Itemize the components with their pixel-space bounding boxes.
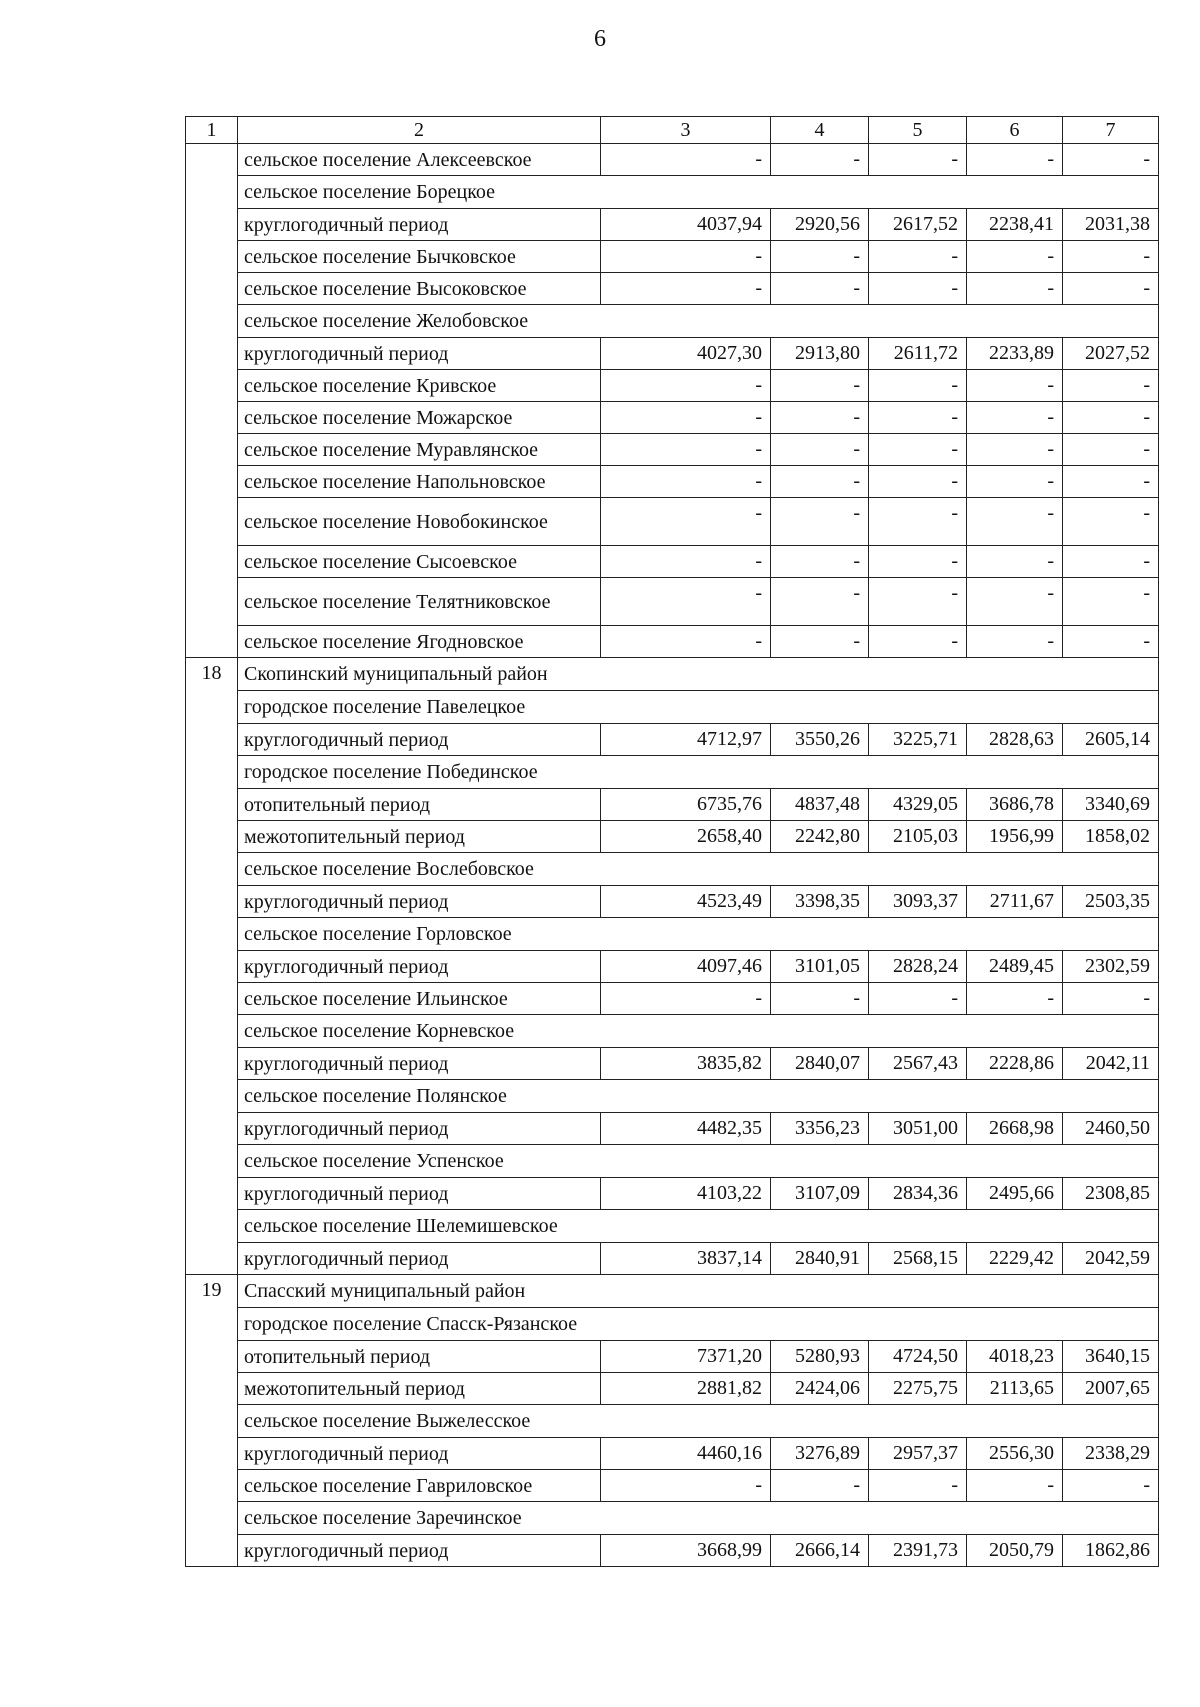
row-label: отопительный период bbox=[238, 789, 601, 821]
value-cell-col-4: - bbox=[771, 273, 869, 305]
value-cell-col-6: 2113,65 bbox=[967, 1373, 1063, 1405]
section-heading: городское поселение Павелецкое bbox=[238, 691, 1159, 724]
value-cell-col-4: - bbox=[771, 546, 869, 578]
row-label: сельское поселение Телятниковское bbox=[238, 578, 601, 626]
row-label: круглогодичный период bbox=[238, 886, 601, 918]
value-cell-col-3: 3668,99 bbox=[601, 1535, 771, 1567]
value-cell-col-5: 2275,75 bbox=[869, 1373, 967, 1405]
table-row bbox=[186, 370, 1159, 402]
value-cell-col-7: - bbox=[1063, 402, 1159, 434]
row-index-cell: 19 bbox=[186, 1275, 238, 1567]
value-cell-col-6: - bbox=[967, 370, 1063, 402]
section-heading-row bbox=[186, 1502, 1159, 1535]
value-cell-col-7: - bbox=[1063, 983, 1159, 1015]
value-cell-col-4: 3107,09 bbox=[771, 1178, 869, 1210]
value-cell-col-7: 2460,50 bbox=[1063, 1113, 1159, 1145]
value-cell-col-7: - bbox=[1063, 498, 1159, 546]
row-label: межотопительный период bbox=[238, 1373, 601, 1405]
row-label: сельское поселение Можарское bbox=[238, 402, 601, 434]
table-row bbox=[186, 1470, 1159, 1502]
section-heading-row bbox=[186, 1015, 1159, 1048]
column-number-header-row bbox=[186, 117, 1159, 144]
value-cell-col-5: 3225,71 bbox=[869, 724, 967, 756]
value-cell-col-6: - bbox=[967, 498, 1063, 546]
value-cell-col-3: 4103,22 bbox=[601, 1178, 771, 1210]
section-heading: сельское поселение Успенское bbox=[238, 1145, 1159, 1178]
value-cell-col-4: - bbox=[771, 402, 869, 434]
row-label: сельское поселение Сысоевское bbox=[238, 546, 601, 578]
value-cell-col-6: 2228,86 bbox=[967, 1048, 1063, 1080]
section-heading: сельское поселение Корневское bbox=[238, 1015, 1159, 1048]
section-heading: Скопинский муниципальный район bbox=[238, 658, 1159, 691]
section-heading-row bbox=[186, 1405, 1159, 1438]
table-row bbox=[186, 1048, 1159, 1080]
value-cell-col-3: - bbox=[601, 546, 771, 578]
row-label: сельское поселение Высоковское bbox=[238, 273, 601, 305]
row-label: круглогодичный период bbox=[238, 1113, 601, 1145]
value-cell-col-5: 4329,05 bbox=[869, 789, 967, 821]
column-number-5: 5 bbox=[869, 117, 967, 144]
value-cell-col-6: 1956,99 bbox=[967, 821, 1063, 853]
value-cell-col-6: 2050,79 bbox=[967, 1535, 1063, 1567]
value-cell-col-5: - bbox=[869, 546, 967, 578]
value-cell-col-5: 2617,52 bbox=[869, 209, 967, 241]
table-row bbox=[186, 402, 1159, 434]
value-cell-col-6: - bbox=[967, 144, 1063, 176]
column-number-2: 2 bbox=[238, 117, 601, 144]
row-label: сельское поселение Новобокинское bbox=[238, 498, 601, 546]
value-cell-col-3: 4523,49 bbox=[601, 886, 771, 918]
value-cell-col-7: - bbox=[1063, 434, 1159, 466]
value-cell-col-7: - bbox=[1063, 546, 1159, 578]
value-cell-col-6: 2495,66 bbox=[967, 1178, 1063, 1210]
table-row bbox=[186, 546, 1159, 578]
value-cell-col-4: 2666,14 bbox=[771, 1535, 869, 1567]
row-label: сельское поселение Кривское bbox=[238, 370, 601, 402]
value-cell-col-4: - bbox=[771, 578, 869, 626]
value-cell-col-5: - bbox=[869, 273, 967, 305]
value-cell-col-3: - bbox=[601, 434, 771, 466]
value-cell-col-3: 4097,46 bbox=[601, 951, 771, 983]
table-row bbox=[186, 821, 1159, 853]
section-heading: городское поселение Побединское bbox=[238, 756, 1159, 789]
value-cell-col-5: - bbox=[869, 626, 967, 658]
column-number-1: 1 bbox=[186, 117, 238, 144]
value-cell-col-3: 4027,30 bbox=[601, 338, 771, 370]
value-cell-col-5: 3093,37 bbox=[869, 886, 967, 918]
column-number-3: 3 bbox=[601, 117, 771, 144]
table-row bbox=[186, 1243, 1159, 1275]
value-cell-col-4: - bbox=[771, 144, 869, 176]
value-cell-col-6: - bbox=[967, 466, 1063, 498]
value-cell-col-5: - bbox=[869, 498, 967, 546]
value-cell-col-3: - bbox=[601, 498, 771, 546]
value-cell-col-4: 3398,35 bbox=[771, 886, 869, 918]
section-heading-row bbox=[186, 853, 1159, 886]
table-row bbox=[186, 1113, 1159, 1145]
row-label: сельское поселение Муравлянское bbox=[238, 434, 601, 466]
section-heading-row bbox=[186, 1210, 1159, 1243]
value-cell-col-7: 1862,86 bbox=[1063, 1535, 1159, 1567]
value-cell-col-7: - bbox=[1063, 144, 1159, 176]
value-cell-col-4: - bbox=[771, 1470, 869, 1502]
row-label: круглогодичный период bbox=[238, 1535, 601, 1567]
row-label: сельское поселение Гавриловское bbox=[238, 1470, 601, 1502]
value-cell-col-3: 7371,20 bbox=[601, 1341, 771, 1373]
value-cell-col-3: 4482,35 bbox=[601, 1113, 771, 1145]
section-heading-row bbox=[186, 691, 1159, 724]
table-row bbox=[186, 578, 1159, 626]
value-cell-col-3: 2658,40 bbox=[601, 821, 771, 853]
value-cell-col-6: 2828,63 bbox=[967, 724, 1063, 756]
value-cell-col-6: 2238,41 bbox=[967, 209, 1063, 241]
value-cell-col-5: - bbox=[869, 402, 967, 434]
value-cell-col-3: - bbox=[601, 241, 771, 273]
value-cell-col-4: 3356,23 bbox=[771, 1113, 869, 1145]
value-cell-col-4: 3276,89 bbox=[771, 1438, 869, 1470]
value-cell-col-7: 2308,85 bbox=[1063, 1178, 1159, 1210]
section-heading-row bbox=[186, 1080, 1159, 1113]
value-cell-col-5: - bbox=[869, 241, 967, 273]
value-cell-col-7: 2042,11 bbox=[1063, 1048, 1159, 1080]
row-label: круглогодичный период bbox=[238, 338, 601, 370]
value-cell-col-6: 2711,67 bbox=[967, 886, 1063, 918]
value-cell-col-7: - bbox=[1063, 626, 1159, 658]
value-cell-col-5: 2391,73 bbox=[869, 1535, 967, 1567]
value-cell-col-3: - bbox=[601, 370, 771, 402]
section-heading: сельское поселение Выжелесское bbox=[238, 1405, 1159, 1438]
value-cell-col-5: 2567,43 bbox=[869, 1048, 967, 1080]
tariff-table bbox=[185, 116, 1159, 1567]
section-heading: сельское поселение Желобовское bbox=[238, 305, 1159, 338]
section-heading-row bbox=[186, 918, 1159, 951]
value-cell-col-4: - bbox=[771, 626, 869, 658]
row-label: круглогодичный период bbox=[238, 209, 601, 241]
value-cell-col-6: 2556,30 bbox=[967, 1438, 1063, 1470]
value-cell-col-5: - bbox=[869, 144, 967, 176]
value-cell-col-5: - bbox=[869, 370, 967, 402]
table-body bbox=[186, 144, 1159, 1567]
table-row bbox=[186, 983, 1159, 1015]
value-cell-col-5: 2957,37 bbox=[869, 1438, 967, 1470]
row-label: отопительный период bbox=[238, 1341, 601, 1373]
section-heading-row bbox=[186, 176, 1159, 209]
row-label: круглогодичный период bbox=[238, 1438, 601, 1470]
value-cell-col-4: 3101,05 bbox=[771, 951, 869, 983]
value-cell-col-6: 2668,98 bbox=[967, 1113, 1063, 1145]
value-cell-col-5: 2834,36 bbox=[869, 1178, 967, 1210]
value-cell-col-7: 2503,35 bbox=[1063, 886, 1159, 918]
row-label: круглогодичный период bbox=[238, 1243, 601, 1275]
page-number: 6 bbox=[594, 26, 606, 52]
value-cell-col-3: 6735,76 bbox=[601, 789, 771, 821]
value-cell-col-7: - bbox=[1063, 273, 1159, 305]
table-row bbox=[186, 789, 1159, 821]
value-cell-col-7: 2302,59 bbox=[1063, 951, 1159, 983]
value-cell-col-4: 2424,06 bbox=[771, 1373, 869, 1405]
section-heading: сельское поселение Заречинское bbox=[238, 1502, 1159, 1535]
value-cell-col-6: - bbox=[967, 546, 1063, 578]
table-row bbox=[186, 466, 1159, 498]
value-cell-col-7: 2338,29 bbox=[1063, 1438, 1159, 1470]
value-cell-col-6: 2233,89 bbox=[967, 338, 1063, 370]
table-row bbox=[186, 724, 1159, 756]
column-number-7: 7 bbox=[1063, 117, 1159, 144]
value-cell-col-7: 2027,52 bbox=[1063, 338, 1159, 370]
value-cell-col-4: 2840,07 bbox=[771, 1048, 869, 1080]
section-heading-row bbox=[186, 1145, 1159, 1178]
row-label: круглогодичный период bbox=[238, 951, 601, 983]
section-heading: Спасский муниципальный район bbox=[238, 1275, 1159, 1308]
value-cell-col-7: 2031,38 bbox=[1063, 209, 1159, 241]
table-row bbox=[186, 338, 1159, 370]
value-cell-col-5: 4724,50 bbox=[869, 1341, 967, 1373]
value-cell-col-3: 2881,82 bbox=[601, 1373, 771, 1405]
row-label: межотопительный период bbox=[238, 821, 601, 853]
row-label: круглогодичный период bbox=[238, 1048, 601, 1080]
value-cell-col-7: - bbox=[1063, 370, 1159, 402]
value-cell-col-3: 4460,16 bbox=[601, 1438, 771, 1470]
section-heading: сельское поселение Вослебовское bbox=[238, 853, 1159, 886]
table-row bbox=[186, 951, 1159, 983]
row-label: сельское поселение Ягодновское bbox=[238, 626, 601, 658]
value-cell-col-5: - bbox=[869, 578, 967, 626]
value-cell-col-3: - bbox=[601, 626, 771, 658]
value-cell-col-4: 3550,26 bbox=[771, 724, 869, 756]
value-cell-col-6: - bbox=[967, 402, 1063, 434]
value-cell-col-7: 2042,59 bbox=[1063, 1243, 1159, 1275]
value-cell-col-4: - bbox=[771, 983, 869, 1015]
value-cell-col-4: - bbox=[771, 466, 869, 498]
value-cell-col-7: 3340,69 bbox=[1063, 789, 1159, 821]
table-row bbox=[186, 1341, 1159, 1373]
value-cell-col-6: 2229,42 bbox=[967, 1243, 1063, 1275]
row-label: круглогодичный период bbox=[238, 1178, 601, 1210]
value-cell-col-5: - bbox=[869, 1470, 967, 1502]
section-heading-row bbox=[186, 305, 1159, 338]
value-cell-col-7: - bbox=[1063, 1470, 1159, 1502]
table-row bbox=[186, 209, 1159, 241]
value-cell-col-3: 4037,94 bbox=[601, 209, 771, 241]
value-cell-col-3: - bbox=[601, 578, 771, 626]
table-row bbox=[186, 1373, 1159, 1405]
value-cell-col-3: - bbox=[601, 144, 771, 176]
row-label: сельское поселение Напольновское bbox=[238, 466, 601, 498]
table-row bbox=[186, 144, 1159, 176]
section-heading-row bbox=[186, 1308, 1159, 1341]
value-cell-col-6: 2489,45 bbox=[967, 951, 1063, 983]
value-cell-col-7: - bbox=[1063, 578, 1159, 626]
value-cell-col-6: - bbox=[967, 983, 1063, 1015]
value-cell-col-5: - bbox=[869, 466, 967, 498]
value-cell-col-3: - bbox=[601, 983, 771, 1015]
table-row bbox=[186, 626, 1159, 658]
value-cell-col-7: - bbox=[1063, 241, 1159, 273]
value-cell-col-3: - bbox=[601, 273, 771, 305]
value-cell-col-7: - bbox=[1063, 466, 1159, 498]
value-cell-col-3: - bbox=[601, 466, 771, 498]
section-heading-row bbox=[186, 756, 1159, 789]
table-row bbox=[186, 498, 1159, 546]
value-cell-col-4: - bbox=[771, 498, 869, 546]
section-heading: сельское поселение Борецкое bbox=[238, 176, 1159, 209]
table-row bbox=[186, 1535, 1159, 1567]
section-heading: сельское поселение Шелемишевское bbox=[238, 1210, 1159, 1243]
value-cell-col-6: 4018,23 bbox=[967, 1341, 1063, 1373]
table-row bbox=[186, 273, 1159, 305]
value-cell-col-5: - bbox=[869, 434, 967, 466]
value-cell-col-5: 2611,72 bbox=[869, 338, 967, 370]
section-heading: сельское поселение Горловское bbox=[238, 918, 1159, 951]
value-cell-col-6: - bbox=[967, 241, 1063, 273]
value-cell-col-6: - bbox=[967, 626, 1063, 658]
value-cell-col-3: - bbox=[601, 1470, 771, 1502]
value-cell-col-4: - bbox=[771, 241, 869, 273]
value-cell-col-6: 3686,78 bbox=[967, 789, 1063, 821]
value-cell-col-4: 2242,80 bbox=[771, 821, 869, 853]
row-label: сельское поселение Алексеевское bbox=[238, 144, 601, 176]
table-row bbox=[186, 1438, 1159, 1470]
section-heading-row bbox=[186, 1275, 1159, 1308]
value-cell-col-5: 2105,03 bbox=[869, 821, 967, 853]
value-cell-col-6: - bbox=[967, 578, 1063, 626]
value-cell-col-7: 1858,02 bbox=[1063, 821, 1159, 853]
value-cell-col-4: 5280,93 bbox=[771, 1341, 869, 1373]
value-cell-col-3: - bbox=[601, 402, 771, 434]
value-cell-col-6: - bbox=[967, 1470, 1063, 1502]
table-row bbox=[186, 886, 1159, 918]
table-row bbox=[186, 241, 1159, 273]
value-cell-col-7: 2605,14 bbox=[1063, 724, 1159, 756]
value-cell-col-3: 4712,97 bbox=[601, 724, 771, 756]
row-index-cell bbox=[186, 144, 238, 658]
value-cell-col-6: - bbox=[967, 273, 1063, 305]
value-cell-col-4: 4837,48 bbox=[771, 789, 869, 821]
table-row bbox=[186, 1178, 1159, 1210]
section-heading-row bbox=[186, 658, 1159, 691]
value-cell-col-4: - bbox=[771, 434, 869, 466]
row-index-cell: 18 bbox=[186, 658, 238, 1275]
value-cell-col-7: 2007,65 bbox=[1063, 1373, 1159, 1405]
value-cell-col-3: 3835,82 bbox=[601, 1048, 771, 1080]
value-cell-col-7: 3640,15 bbox=[1063, 1341, 1159, 1373]
section-heading: сельское поселение Полянское bbox=[238, 1080, 1159, 1113]
value-cell-col-5: 3051,00 bbox=[869, 1113, 967, 1145]
row-label: сельское поселение Ильинское bbox=[238, 983, 601, 1015]
value-cell-col-6: - bbox=[967, 434, 1063, 466]
row-label: сельское поселение Бычковское bbox=[238, 241, 601, 273]
column-number-6: 6 bbox=[967, 117, 1063, 144]
table-row bbox=[186, 434, 1159, 466]
section-heading: городское поселение Спасск-Рязанское bbox=[238, 1308, 1159, 1341]
value-cell-col-5: 2568,15 bbox=[869, 1243, 967, 1275]
value-cell-col-5: 2828,24 bbox=[869, 951, 967, 983]
column-number-4: 4 bbox=[771, 117, 869, 144]
row-label: круглогодичный период bbox=[238, 724, 601, 756]
value-cell-col-4: 2840,91 bbox=[771, 1243, 869, 1275]
value-cell-col-3: 3837,14 bbox=[601, 1243, 771, 1275]
value-cell-col-4: 2913,80 bbox=[771, 338, 869, 370]
value-cell-col-4: 2920,56 bbox=[771, 209, 869, 241]
value-cell-col-4: - bbox=[771, 370, 869, 402]
value-cell-col-5: - bbox=[869, 983, 967, 1015]
